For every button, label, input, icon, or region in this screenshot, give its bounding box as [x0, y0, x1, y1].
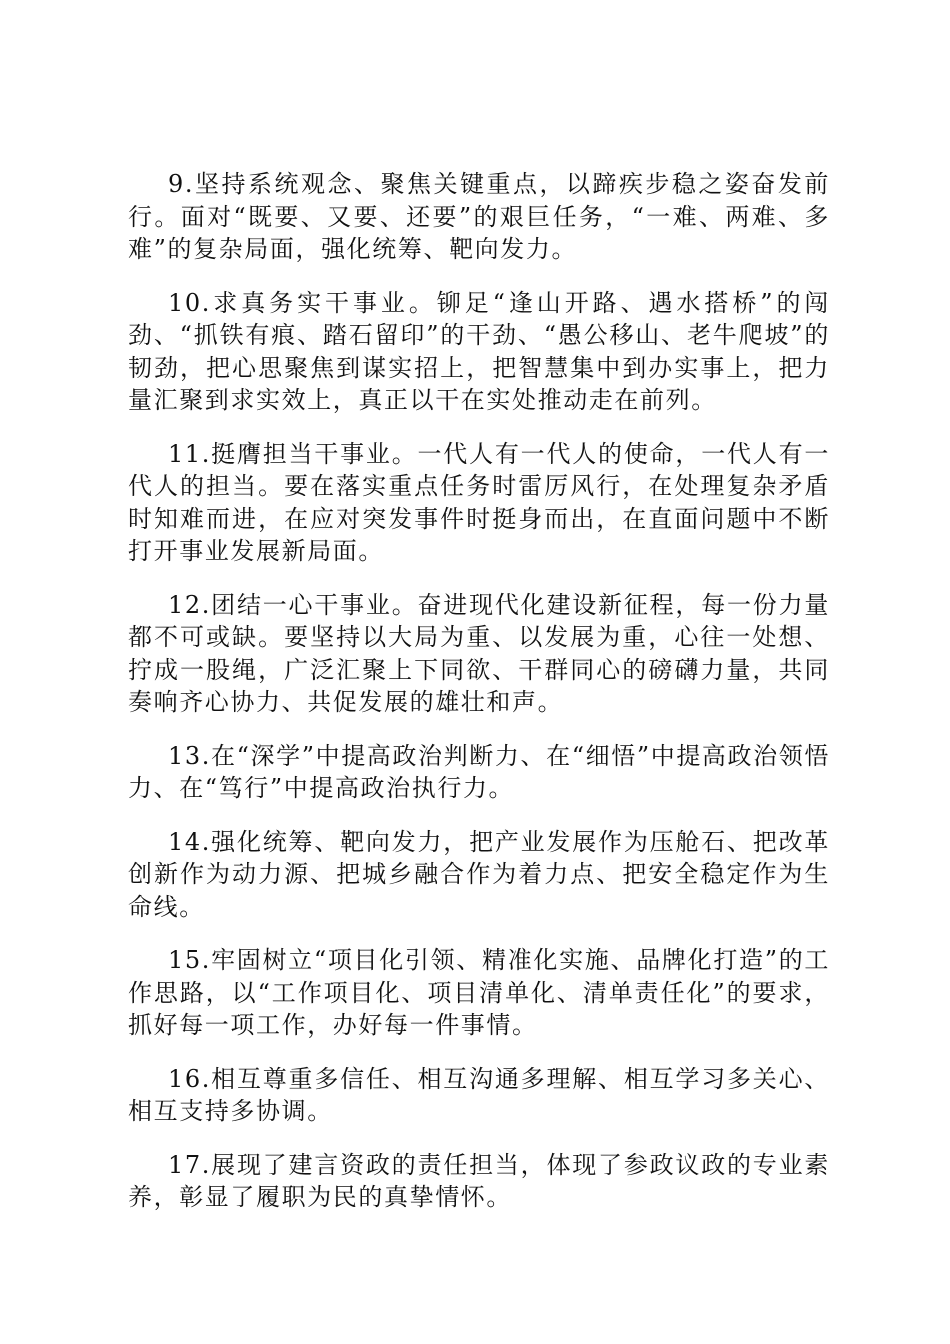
paragraph-15: 15.牢固树立“项目化引领、精准化实施、品牌化打造”的工作思路，以“工作项目化、项目清单化、清单责任化”的要求，抓好每一项工作，办好每一件事情。 [128, 946, 830, 1039]
paragraph-17: 17.展现了建言资政的责任担当，体现了参政议政的专业素养，彰显了履职为民的真挚情怀。 [128, 1150, 830, 1211]
paragraph-9: 9.坚持系统观念、聚焦关键重点，以蹄疾步稳之姿奋发前行。面对“既要、又要、还要”的艰巨任务，“一难、两难、多难”的复杂局面，强化统筹、靶向发力。 [128, 170, 830, 263]
paragraph-11: 11.挺膺担当干事业。一代人有一代人的使命，一代人有一代人的担当。要在落实重点任务时雷厉风行，在处理复杂矛盾时知难而进，在应对突发事件时挺身而出，在直面问题中不断打开事业发展新局面。 [128, 439, 830, 565]
paragraph-14: 14.强化统筹、靶向发力，把产业发展作为压舱石、把改革创新作为动力源、把城乡融合作为着力点、把安全稳定作为生命线。 [128, 827, 830, 921]
paragraph-12: 12.团结一心干事业。奋进现代化建设新征程，每一份力量都不可或缺。要坚持以大局为重、以发展为重，心往一处想、拧成一股绳，广泛汇聚上下同欲、干群同心的磅礴力量，共同奏响齐心协力、共促发展的雄壮和声。 [128, 590, 830, 716]
paragraph-10: 10.求真务实干事业。铆足“逢山开路、遇水搭桥”的闯劲、“抓铁有痕、踏石留印”的干劲、“愚公移山、老牛爬坡”的韧劲，把心思聚焦到谋实招上，把智慧集中到办实事上，把力量汇聚到求实效上，真正以干在实处推动走在前列。 [128, 288, 830, 414]
document-body [128, 168, 830, 1235]
paragraph-13: 13.在“深学”中提高政治判断力、在“细悟”中提高政治领悟力、在“笃行”中提高政治执行力。 [128, 741, 830, 802]
paragraph-16: 16.相互尊重多信任、相互沟通多理解、相互学习多关心、相互支持多协调。 [128, 1064, 830, 1125]
